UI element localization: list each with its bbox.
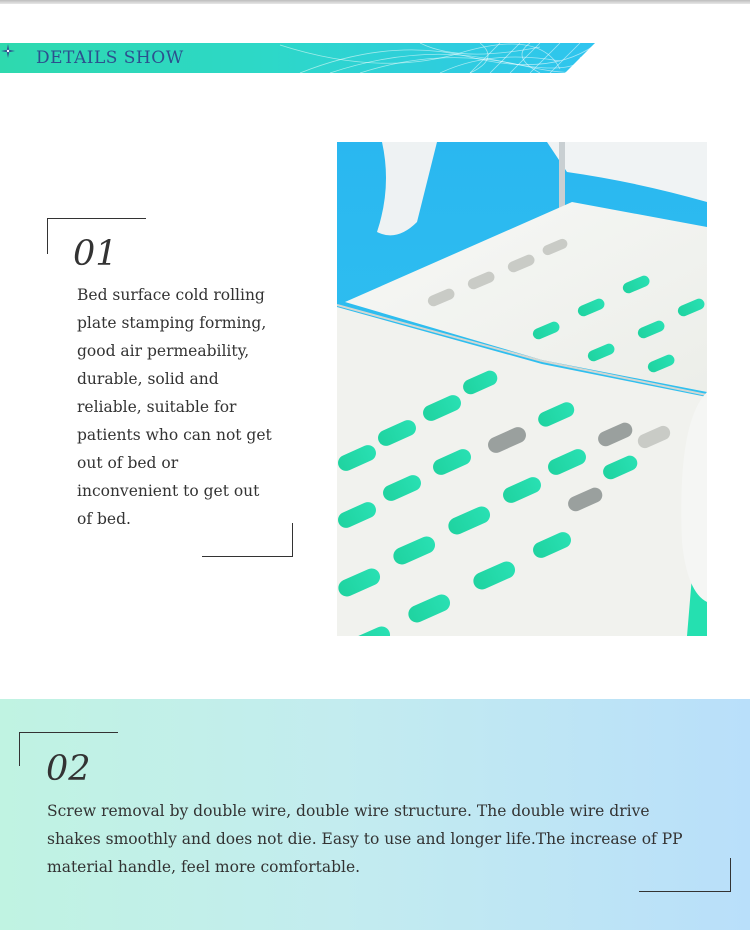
four-point-star-icon [0,43,16,59]
section-number: 01 [73,234,118,274]
frame-corner-bottom-right [202,523,293,557]
section-description: Bed surface cold rolling plate stamping forming, good air permeability, durable, solid and reliable, suitable for patients who can not get out of bed or inconvenient to get out of bed. [77,286,272,528]
bed-surface-plate-photo [337,142,707,636]
frame-corner-bottom-right [639,858,731,892]
section-description: Screw removal by double wire, double wire structure. The double wire drive shakes smoothly and does not die. Easy to use and longer life.The increase of PP material handle, feel more comfortable. [47,802,683,876]
banner-title: DETAILS SHOW [36,48,184,68]
top-divider [0,0,750,4]
section-number: 02 [46,749,91,789]
details-banner [0,43,595,73]
